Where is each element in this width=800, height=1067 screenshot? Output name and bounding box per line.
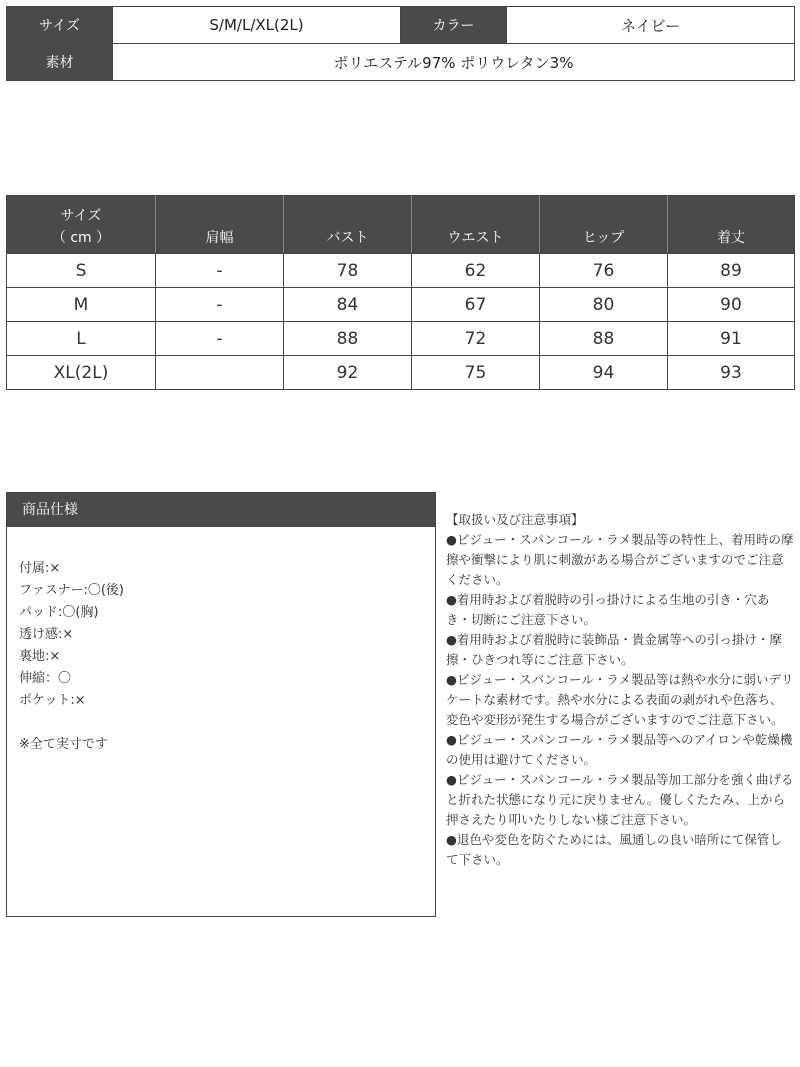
- length-column-header: 着丈: [668, 196, 795, 254]
- material-value: ポリエステル97% ポリウレタン3%: [113, 44, 795, 81]
- spec-row-size-color: [7, 7, 795, 44]
- size-header-line1: サイズ: [60, 208, 102, 224]
- product-spec-title: 商品仕様: [7, 493, 435, 527]
- size-header-unit: （ cm ）: [51, 230, 111, 246]
- waist-cell: 62: [412, 254, 540, 288]
- bust-cell: 84: [284, 288, 412, 322]
- table-row: [7, 288, 795, 322]
- care-item: ●着用時および着脱時の引っ掛けによる生地の引き・穴あき・切断にご注意下さい。: [446, 592, 770, 627]
- table-row: [7, 356, 795, 390]
- color-value: ネイビー: [507, 7, 795, 44]
- shoulder-cell: -: [156, 322, 284, 356]
- care-notes: [446, 510, 794, 870]
- care-title: 【取扱い及び注意事項】: [446, 512, 584, 527]
- measurement-note: ※全て実寸です: [19, 737, 108, 752]
- hip-cell: 76: [540, 254, 668, 288]
- bust-cell: 92: [284, 356, 412, 390]
- size-cell: XL(2L): [7, 356, 156, 390]
- bust-cell: 78: [284, 254, 412, 288]
- size-column-header: [7, 196, 156, 254]
- size-cell: L: [7, 322, 156, 356]
- length-cell: 90: [668, 288, 795, 322]
- size-table-header: [7, 196, 795, 254]
- care-item: ●ビジュー・スパンコール・ラメ製品等加工部分を強く曲げると折れた状態になり元に戻りません。優しくたたみ、上から押さえたり叩いたりしない様ご注意下さい。: [446, 772, 794, 827]
- bust-cell: 88: [284, 322, 412, 356]
- hip-cell: 94: [540, 356, 668, 390]
- material-label: 素材: [7, 44, 113, 81]
- lining-spec: 裏地:×: [19, 649, 61, 664]
- length-cell: 89: [668, 254, 795, 288]
- bust-column-header: バスト: [284, 196, 412, 254]
- waist-cell: 72: [412, 322, 540, 356]
- product-spec-body: [7, 527, 435, 756]
- care-item: ●ビジュー・スパンコール・ラメ製品等へのアイロンや乾燥機の使用は避けてください。: [446, 732, 793, 767]
- waist-cell: 75: [412, 356, 540, 390]
- waist-column-header: ウエスト: [412, 196, 540, 254]
- shoulder-cell: -: [156, 254, 284, 288]
- spec-table: [6, 6, 795, 81]
- table-row: [7, 322, 795, 356]
- size-label: サイズ: [7, 7, 113, 44]
- table-row: [7, 254, 795, 288]
- hip-cell: 88: [540, 322, 668, 356]
- length-cell: 93: [668, 356, 795, 390]
- product-spec-panel: [6, 492, 436, 917]
- shoulder-cell: [156, 356, 284, 390]
- care-item: ●退色や変色を防ぐためには、風通しの良い暗所にて保管して下さい。: [446, 832, 782, 867]
- shoulder-cell: -: [156, 288, 284, 322]
- pocket-spec: ポケット:×: [19, 693, 86, 708]
- spec-row-material: [7, 44, 795, 81]
- size-value: S/M/L/XL(2L): [113, 7, 401, 44]
- waist-cell: 67: [412, 288, 540, 322]
- pad-spec: パッド:〇(胸): [19, 605, 99, 620]
- care-item: ●ビジュー・スパンコール・ラメ製品等は熱や水分に弱いデリケートな素材です。熱や水分による表面の剥がれや色落ち、変色や変形が発生する場合がございますのでご注意下さい。: [446, 672, 794, 727]
- shoulder-column-header: 肩幅: [156, 196, 284, 254]
- care-item: ●ビジュー・スパンコール・ラメ製品等の特性上、着用時の摩擦や衝撃により肌に刺激がある場合がございますのでご注意ください。: [446, 532, 794, 587]
- stretch-spec: 伸縮：〇: [19, 671, 72, 686]
- size-cell: M: [7, 288, 156, 322]
- sheerness-spec: 透け感:×: [19, 627, 74, 642]
- accessories-spec: 付属:×: [19, 561, 61, 576]
- hip-column-header: ヒップ: [540, 196, 668, 254]
- hip-cell: 80: [540, 288, 668, 322]
- length-cell: 91: [668, 322, 795, 356]
- size-table: [6, 195, 795, 390]
- care-item: ●着用時および着脱時に装飾品・貴金属等への引っ掛け・摩擦・ひきつれ等にご注意下さい。: [446, 632, 782, 667]
- zipper-spec: ファスナー:〇(後): [19, 583, 125, 598]
- size-cell: S: [7, 254, 156, 288]
- color-label: カラー: [401, 7, 507, 44]
